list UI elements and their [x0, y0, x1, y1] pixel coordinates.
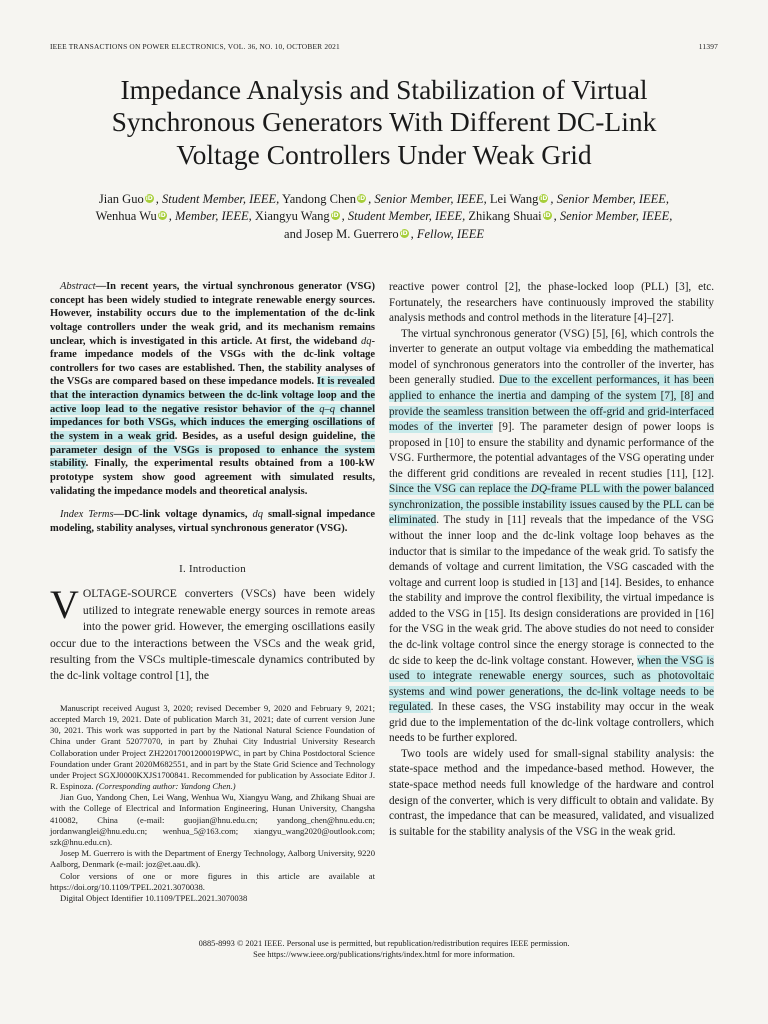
abstract-text: . Besides, as a useful design guideline,	[174, 431, 361, 443]
footnote-paragraph: Josep M. Guerrero is with the Department of Energy Technology, Aalborg University, 9220 Aalborg, Denmark (e-mail: joz@et.aau.dk).	[50, 848, 375, 870]
journal-name: IEEE TRANSACTIONS ON POWER ELECTRONICS, VOL. 36, NO. 10, OCTOBER 2021	[50, 42, 340, 51]
footnote-paragraph: Jian Guo, Yandong Chen, Lei Wang, Wenhua Wu, Xiangyu Wang, and Zhikang Shuai are with the College of Electrical and Information Engineering, Hunan University, Changsha 410082, China (e-mail: guojian@hnu.edu.cn; yandong_chen@hnu.edu.cn; jordanwanglei@hnu.edu.cn; wenhua_5@163.com; xiangyu_wang2020@outlook.com; szk@hnu.edu.cn).	[50, 792, 375, 847]
author-membership: , Senior Member, IEEE,	[553, 209, 673, 224]
abstract-text: dq	[361, 335, 372, 347]
highlight: Due to the excellent performances, it has been applied to enhance the inertia and damping of the system [7], [8] and provide the seamless transition between the off-grid and grid-interfaced modes of the inverter	[389, 374, 714, 434]
section-heading: I. Introduction	[179, 562, 246, 575]
paper-title	[40, 74, 728, 171]
footnote-paragraph[interactable]: Color versions of one or more figures in this article are available at https://doi.org/10.1109/TPEL.2021.3070038.	[50, 870, 375, 892]
copyright-link[interactable]: See https://www.ieee.org/publications/rights/index.html for more information.	[253, 950, 515, 960]
orcid-icon[interactable]: iD	[540, 195, 548, 202]
body-paragraph	[389, 327, 714, 747]
left-column	[50, 280, 375, 904]
author-membership: , Senior Member, IEEE,	[368, 192, 487, 206]
abstract-text: . Finally, the experimental results obtained from a 100-kW prototype system show good agreement with simulated results, validating the impedance models and theoretical analysis.	[50, 458, 375, 497]
author-list	[40, 191, 728, 243]
author-name: Jian Guo	[98, 192, 144, 206]
page-number: 11397	[698, 42, 718, 51]
highlight: the parameter design of the VSGs is proposed to enhance the system stability	[50, 431, 375, 470]
index-terms	[50, 508, 375, 535]
copyright-line: 0885-8993 © 2021 IEEE. Personal use is permitted, but republication/redistribution requires IEEE permission.	[198, 939, 570, 948]
author-name: Yandong Chen	[281, 192, 357, 206]
footnote-text: Manuscript received August 3, 2020; revised December 9, 2020 and February 9, 2021; accepted March 19, 2021. Date of publication March 31, 2021; date of current version June 30, 2021. This work was supported in part by the National Natural Science Foundation of China under Grant 52077070, in part by Zhuhai City Industrial University Research Collaboration under Project ZH22017001200019PWC, in part by China Postdoctoral Science Foundation under Grant 2020M682551, and in part by the State Grid Science and Technology under Project SGXJ0000KXJS1700841. Recommended for publication by Associate Editor J. R. Espinoza.	[50, 702, 375, 792]
drop-cap: V	[50, 582, 79, 628]
index-terms-text: small-signal impedance modeling, stability analyses, virtual synchronous generator (VSG).	[50, 509, 376, 534]
abstract-text: channel impedances for both VSGs, which induces the emerging oscillations of the system in a weak grid	[50, 403, 375, 443]
abstract-text: -frame impedance models of the VSGs with the dc-link voltage controllers for two cases are established. Then, the stability analyses of the VSGs are compared based on these impedance models.	[50, 335, 375, 388]
abstract	[50, 280, 375, 498]
title-line: Synchronous Generators With Different DC-Link	[111, 106, 657, 138]
title-line: Voltage Controllers Under Weak Grid	[176, 138, 592, 170]
abstract-label: Abstract	[60, 281, 96, 292]
author-line	[40, 208, 728, 225]
author-membership: , Fellow, IEEE	[410, 226, 484, 241]
author-name: Wenhua Wu	[95, 209, 157, 224]
author-membership: , Senior Member, IEEE,	[550, 192, 670, 206]
author-name: Lei Wang	[489, 192, 539, 206]
footnote-paragraph	[50, 703, 375, 792]
footnote	[50, 703, 375, 904]
body-paragraph: reactive power control [2], the phase-locked loop (PLL) [3], etc. Fortunately, the researchers have continuously improved the stability analysis methods and control methods in the literature [4]–[27].	[389, 281, 714, 325]
author-membership: , Student Member, IEEE,	[155, 192, 280, 206]
author-membership: , Member, IEEE,	[168, 209, 252, 224]
author-line	[40, 191, 728, 208]
abstract-text: It is revealed that the interaction dynamics between the dc-link voltage loop and the active loop lead to the negative resistor behavior of the	[50, 376, 375, 415]
author-line	[40, 226, 728, 243]
orcid-icon[interactable]: iD	[543, 212, 551, 220]
body-text: . The study in [11] reveals that the impedance of the VSG without the inner loop and the dc-link voltage loop behaves as the inductor that is similar to the impedance of the weak grid. To satisfy the demands of voltage and current limitation, the VSG cascaded with the voltage and current loop is studied in [13] and [14]. Besides, to enhance the stability and improve the control flexibility, the virtual impedance is added to the VSG in [15]. Its design considerations are provided in [16] for the VSG in the weak grid. The above studies do not need to consider the dc-link voltage control since the energy storage is connected to the dc side to keep the dc-link voltage constant. However,	[389, 514, 714, 667]
body-text: -frame PLL with the power balanced synchronization, the possible instability issues caused by the PLL can be eliminated	[389, 483, 714, 527]
orcid-icon[interactable]: iD	[145, 195, 153, 202]
title-line: Impedance Analysis and Stabilization of Virtual	[120, 74, 648, 105]
highlight: when the VSG is used to integrate renewable energy sources, such as photovoltaic systems and wind power generations, the dc-link voltage needs to be regulated	[389, 654, 714, 714]
index-terms-label: Index Terms	[60, 509, 114, 521]
body-text: DQ	[530, 483, 548, 496]
intro-text: OLTAGE-SOURCE converters (VSCs) have been widely utilized to integrate renewable energy sources in remote areas into the power grid. However, the emerging oscillations easily occur due to the interactions between the VSCs and the weak grid, resulting from the VSCs multiple-timescale dynamics contributed by the dc-link voltage control [1], the	[50, 587, 375, 683]
index-terms-text: dq	[252, 509, 263, 521]
right-column	[389, 280, 714, 840]
author-name: Josep M. Guerrero	[305, 226, 399, 241]
footnote-doi: Digital Object Identifier 10.1109/TPEL.2021.3070038	[60, 892, 248, 903]
intro-paragraph	[50, 582, 375, 685]
body-text: [9]. The parameter design of power loops is proposed in [10] to ensure the stability and dynamic performance of the VSG. Furthermore, the potential advantages of the VSG operating under the different grid conditions are revealed in recent studies [11], [12].	[389, 421, 714, 480]
body-text: . In these cases, the VSG instability may occur in the weak grid due to the implementation of the dc-link voltage controllers, which needs to be further explored.	[389, 701, 714, 745]
author-name: Xiangyu Wang	[254, 209, 330, 224]
author-name: Zhikang Shuai	[468, 209, 542, 224]
orcid-icon[interactable]: iD	[158, 212, 166, 220]
body-text: The virtual synchronous generator (VSG) [5], [6], which controls the inverter to generate an output voltage via embedding the mathematical model of synchronous generators into the controller of the inverter, has been generally studied.	[389, 327, 714, 387]
corresponding-author: (Corresponding author: Yandong Chen.)	[95, 781, 236, 792]
copyright-notice	[50, 938, 718, 961]
orcid-icon[interactable]: iD	[358, 195, 366, 202]
running-header	[50, 42, 718, 51]
orcid-icon[interactable]: iD	[331, 212, 339, 220]
body-paragraph: Two tools are widely used for small-signal stability analysis: the state-space method and the impedance-based method. However, the state-space method needs full knowledge of the hardware and control design of the converter, which is very difficult to obtain and validate. By contrast, the impedance that can be measured, validated, and visualized is suitable for the stability analysis of the VSG in the weak grid.	[389, 747, 714, 838]
author-membership: , Student Member, IEEE,	[341, 209, 466, 224]
abstract-text: —In recent years, the virtual synchronous generator (VSG) concept has been widely studied to integrate renewable energy sources. However, instability occurs due to the implementation of the dc-link voltage controllers under the weak grid, and its mechanism remains unclear, which is investigated in this article. At first, the wideband	[50, 281, 375, 347]
body-text: Since the VSG can replace the	[389, 483, 531, 496]
index-terms-text: —DC-link voltage dynamics,	[113, 509, 253, 521]
orcid-icon[interactable]: iD	[400, 229, 408, 237]
author-conjunction: and	[284, 226, 306, 241]
abstract-text: q–q	[319, 403, 336, 415]
